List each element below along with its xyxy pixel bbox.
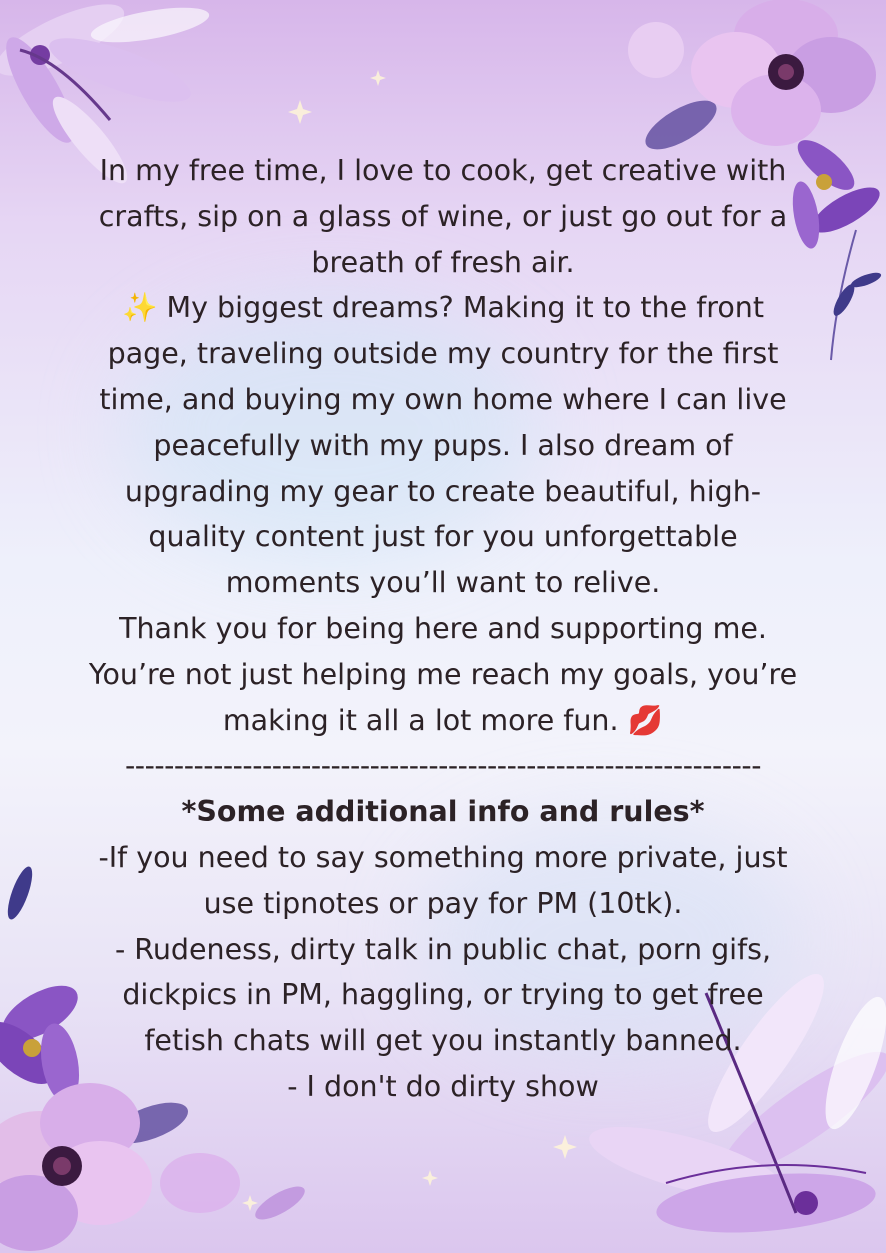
bio-text-panel — [60, 148, 826, 1110]
intro-line: breath of fresh air. — [311, 245, 575, 279]
thanks-line: You’re not just helping me reach my goals, you’re — [88, 657, 798, 691]
intro-line: In my free time, I love to cook, get creative with — [99, 154, 787, 187]
rules-line: -If you need to say something more private, just — [98, 840, 788, 874]
thanks-line-last — [60, 698, 826, 744]
thanks-line: making it all a lot more fun. — [222, 703, 619, 737]
rules-line: - I don't do dirty show — [287, 1069, 599, 1103]
kiss-icon: 💋 — [627, 703, 664, 737]
rules-line: dickpics in PM, haggling, or trying to get free — [122, 978, 764, 1012]
sparkles-icon: ✨ — [121, 291, 158, 325]
dreams-line: peacefully with my pups. I also dream of — [153, 428, 733, 462]
dreams-line: page, traveling outside my country for the first — [107, 337, 779, 371]
dreams-line: moments you’ll want to relive. — [225, 566, 661, 600]
intro-line: crafts, sip on a glass of wine, or just go out for a — [98, 199, 788, 233]
dreams-line: upgrading my gear to create beautiful, high- — [124, 474, 762, 508]
divider: ----------------------------------------------------------------- — [125, 749, 761, 783]
dreams-line: quality content just for you unforgettable — [148, 520, 738, 554]
thanks-line: Thank you for being here and supporting me. — [119, 611, 767, 645]
rules-line: fetish chats will get you instantly banned. — [144, 1024, 742, 1058]
rules-heading: *Some additional info and rules* — [181, 795, 705, 829]
dreams-line-first — [60, 285, 826, 331]
rules-line: - Rudeness, dirty talk in public chat, porn gifs, — [114, 932, 772, 966]
dreams-line: time, and buying my own home where I can live — [99, 382, 787, 416]
rules-line: use tipnotes or pay for PM (10tk). — [203, 886, 683, 920]
dreams-line: My biggest dreams? Making it to the front — [166, 291, 764, 325]
